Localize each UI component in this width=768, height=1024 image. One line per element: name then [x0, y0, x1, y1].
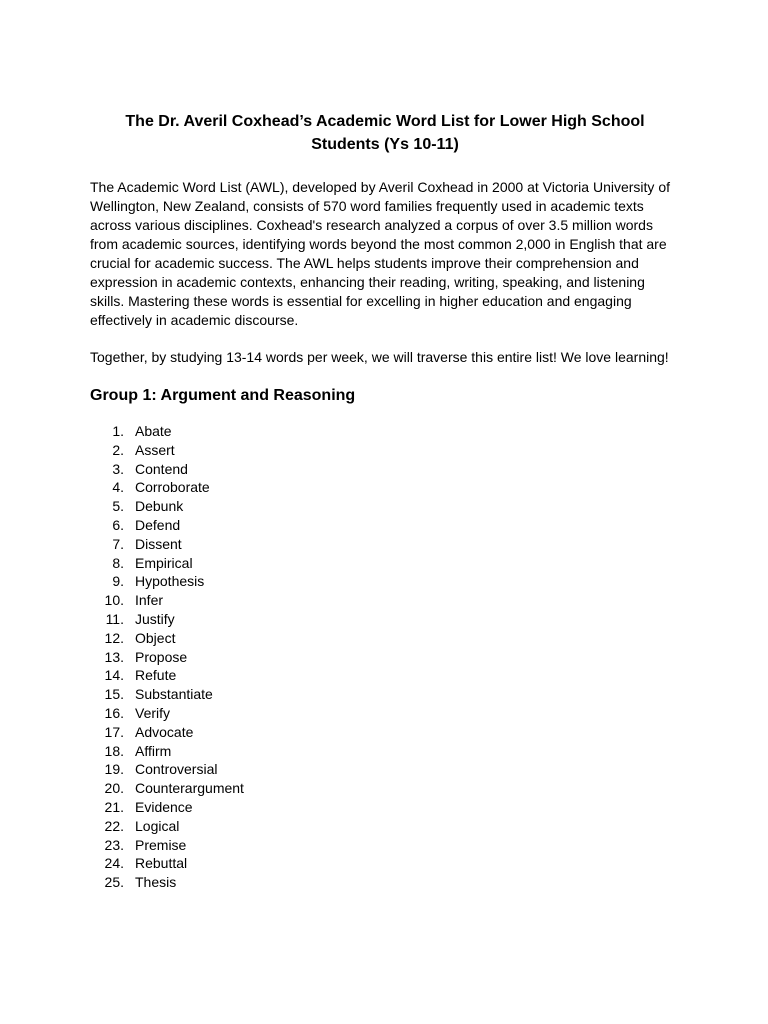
- list-item: [0, 704, 768, 723]
- list-item-word: Rebuttal: [135, 855, 188, 872]
- intro-paragraph: The Academic Word List (AWL), developed by Averil Coxhead in 2000 at Victoria University of Wellington, New Zealand, consists of 570 word families frequently used in academic texts across various disciplines. Coxhead's research analyzed a corpus of over 3.5 million words from academic sources, identifying words beyond the most common 2,000 in English that are crucial for academic success. The AWL helps students improve their comprehension and expression in academic contexts, enhancing their reading, writing, speaking, and listening skills. Mastering these words is essential for excelling in higher education and engaging effectively in academic discourse.: [90, 179, 670, 328]
- list-item: [0, 441, 768, 460]
- list-item-number: 15.: [104, 686, 124, 703]
- list-item-number: 8.: [112, 554, 124, 571]
- study-plan-paragraph: Together, by studying 13-14 words per week, we will traverse this entire list! We love learning!: [90, 349, 669, 365]
- list-item-number: 22.: [104, 817, 124, 834]
- list-item-word: Defend: [135, 516, 181, 533]
- document-title: The Dr. Averil Coxhead’s Academic Word List for Lower High School Students (Ys 10-11): [125, 113, 645, 153]
- list-item-number: 14.: [104, 667, 124, 684]
- list-item-number: 6.: [112, 516, 124, 533]
- list-item-word: Verify: [135, 704, 171, 721]
- list-item-number: 10.: [104, 592, 124, 609]
- list-item-word: Premise: [135, 836, 187, 853]
- list-item-number: 25.: [104, 874, 124, 891]
- list-item-word: Corroborate: [135, 479, 210, 496]
- list-item-word: Evidence: [135, 798, 193, 815]
- list-item: [0, 685, 768, 704]
- list-item: [0, 422, 768, 441]
- list-item-word: Assert: [135, 441, 175, 458]
- list-item: [0, 572, 768, 591]
- group-heading: Group 1: Argument and Reasoning: [90, 387, 356, 404]
- list-item: [0, 554, 768, 573]
- list-item-number: 7.: [112, 535, 124, 552]
- list-item-word: Abate: [135, 423, 172, 439]
- word-list: [0, 422, 768, 892]
- list-item-number: 4.: [112, 479, 124, 496]
- list-item: [0, 854, 768, 873]
- list-item-number: 16.: [104, 704, 124, 721]
- list-item-number: 17.: [104, 723, 124, 740]
- list-item-word: Object: [135, 629, 176, 646]
- list-item-word: Controversial: [135, 761, 218, 778]
- list-item-word: Dissent: [135, 535, 182, 552]
- list-item: [0, 648, 768, 667]
- list-item-number: 9.: [112, 573, 124, 590]
- list-item: [0, 742, 768, 761]
- list-item: [0, 591, 768, 610]
- list-item: [0, 836, 768, 855]
- list-item-number: 13.: [104, 648, 124, 665]
- list-item: [0, 798, 768, 817]
- list-item-number: 23.: [104, 836, 124, 853]
- list-item: [0, 610, 768, 629]
- list-item: [0, 723, 768, 742]
- list-item: [0, 478, 768, 497]
- list-item-number: 19.: [104, 761, 124, 778]
- list-item-number: 12.: [104, 629, 124, 646]
- list-item: [0, 760, 768, 779]
- list-item-number: 20.: [104, 780, 124, 797]
- list-item-word: Refute: [135, 667, 177, 684]
- list-item-number: 24.: [104, 855, 124, 872]
- list-item-number: 3.: [112, 460, 124, 477]
- list-item: [0, 666, 768, 685]
- list-item: [0, 535, 768, 554]
- list-item-word: Debunk: [135, 498, 184, 515]
- list-item-word: Substantiate: [135, 686, 213, 703]
- list-item: [0, 873, 768, 892]
- list-item-word: Justify: [135, 610, 175, 627]
- list-item: [0, 516, 768, 535]
- list-item-number: 1.: [112, 423, 124, 439]
- list-item: [0, 629, 768, 648]
- list-item: [0, 817, 768, 836]
- list-item-number: 18.: [104, 742, 124, 759]
- list-item-word: Thesis: [135, 874, 177, 891]
- list-item-word: Advocate: [135, 723, 194, 740]
- list-item-word: Hypothesis: [135, 573, 205, 590]
- list-item-word: Contend: [135, 460, 188, 477]
- list-item-word: Propose: [135, 648, 188, 665]
- list-item: [0, 497, 768, 516]
- list-item-word: Infer: [135, 592, 164, 609]
- list-item-word: Counterargument: [135, 780, 244, 797]
- list-item: [0, 460, 768, 479]
- list-item: [0, 779, 768, 798]
- list-item-number: 5.: [112, 498, 124, 515]
- list-item-word: Logical: [135, 817, 180, 834]
- list-item-number: 11.: [105, 610, 124, 627]
- list-item-number: 2.: [112, 441, 124, 458]
- list-item-number: 21.: [104, 798, 124, 815]
- list-item-word: Empirical: [135, 554, 193, 571]
- list-item-word: Affirm: [135, 742, 172, 759]
